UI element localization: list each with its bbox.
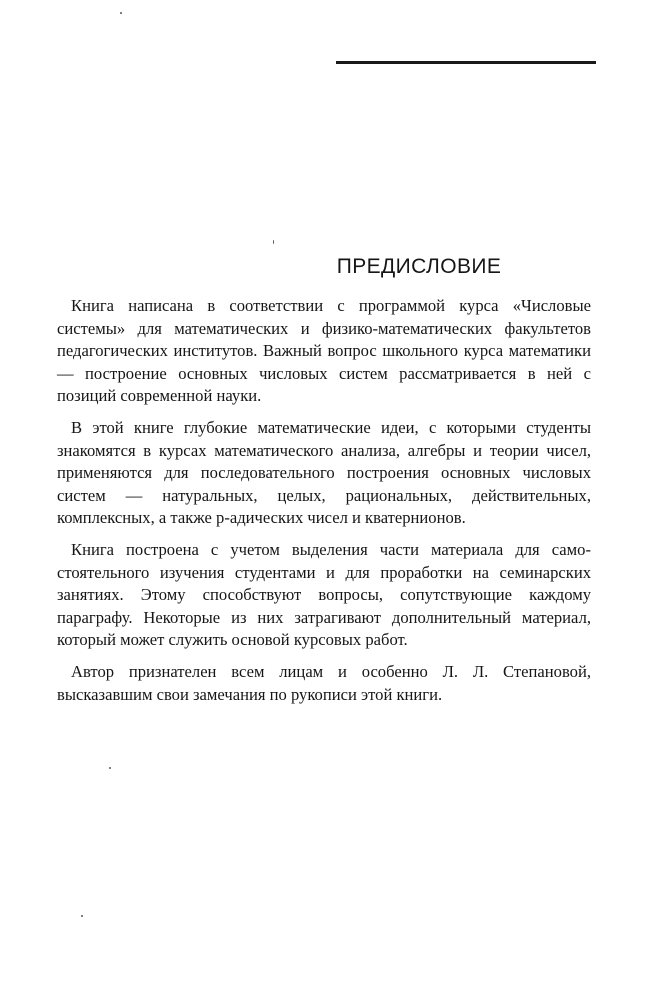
scan-speck xyxy=(273,240,274,244)
paragraph-4: Автор признателен всем лицам и особенно Л. Л. Степановой, высказавшим свои замечания по рукописи этой книги. xyxy=(57,661,591,704)
scan-speck xyxy=(109,767,111,769)
scan-speck xyxy=(120,12,122,14)
paragraph-1: Книга написана в соответствии с программой курса «Числовые системы» для математических и физико-математических факультетов педагогических институтов. Важный вопрос школьного курса математики — построение основных числовых систем рассматривается в ней с позиций современной науки. xyxy=(57,296,591,406)
paragraph-3: Книга построена с учетом выделения части материала для самостоятельного изучения студентами и для проработки на семинарских занятиях. Этому способствуют вопросы, сопутствующие каждому параграфу. Некоторые из них затрагивают дополнительный материал, который может служить основой курсовых работ. xyxy=(57,539,591,650)
preface-body xyxy=(57,295,591,715)
page-title: ПРЕДИСЛОВИЕ xyxy=(336,255,502,278)
paragraph-2: В этой книге глубокие математические идеи, с которыми студенты знакомятся в курсах математического анализа, алгебры и теории чисел, применяются для последовательного построения основных числовых систем — натуральных, целых, рациональных, действительных, комплексных, а также p-адических чисел и кватернионов. xyxy=(57,417,591,528)
scan-speck xyxy=(81,915,83,917)
top-rule-divider xyxy=(336,61,596,64)
